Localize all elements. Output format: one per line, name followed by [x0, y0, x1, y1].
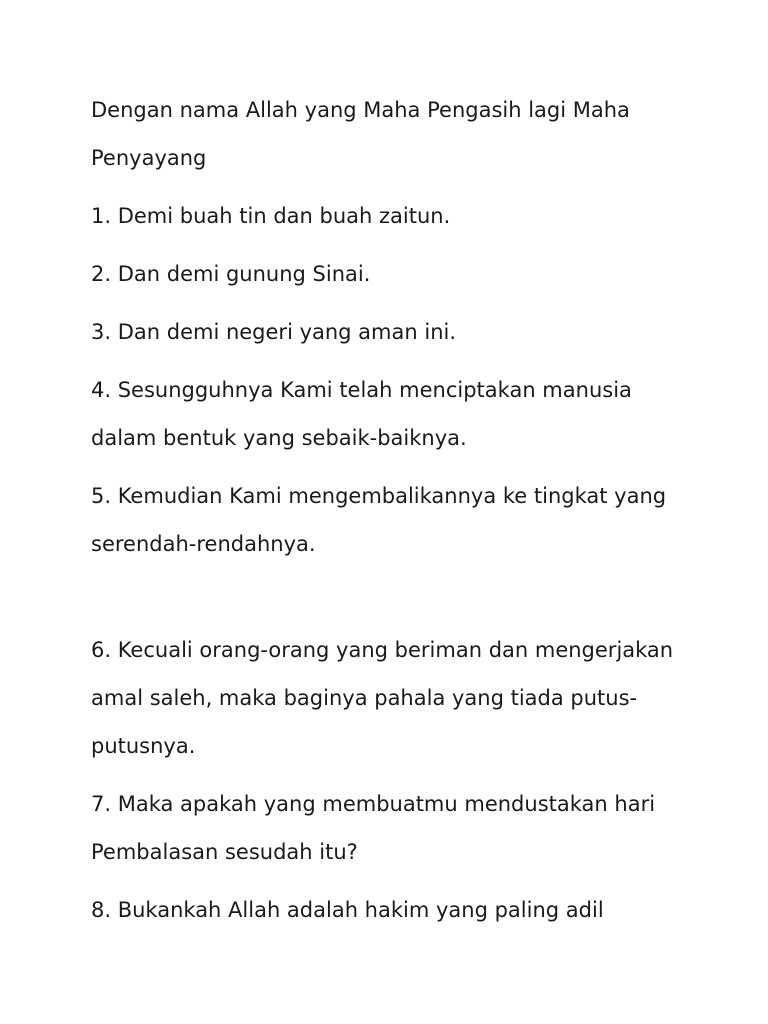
verse-1: 1. Demi buah tin dan buah zaitun.: [91, 204, 451, 228]
verse-6: 6. Kecuali orang-orang yang beriman dan mengerjakan amal saleh, maka baginya pahala yang tiada putus-putusnya.: [91, 638, 674, 758]
verse-8: 8. Bukankah Allah adalah hakim yang paling adil: [91, 898, 604, 922]
document-body: [91, 86, 691, 944]
verse-5: 5. Kemudian Kami mengembalikannya ke tingkat yang serendah-rendahnya.: [91, 484, 667, 556]
verse-2: 2. Dan demi gunung Sinai.: [91, 262, 371, 286]
verse-7: 7. Maka apakah yang membuatmu mendustakan hari Pembalasan sesudah itu?: [91, 792, 656, 864]
intro-paragraph: Dengan nama Allah yang Maha Pengasih lagi Maha Penyayang: [91, 98, 630, 170]
verse-3: 3. Dan demi negeri yang aman ini.: [91, 320, 457, 344]
verse-4: 4. Sesungguhnya Kami telah menciptakan manusia dalam bentuk yang sebaik-baiknya.: [91, 378, 632, 450]
